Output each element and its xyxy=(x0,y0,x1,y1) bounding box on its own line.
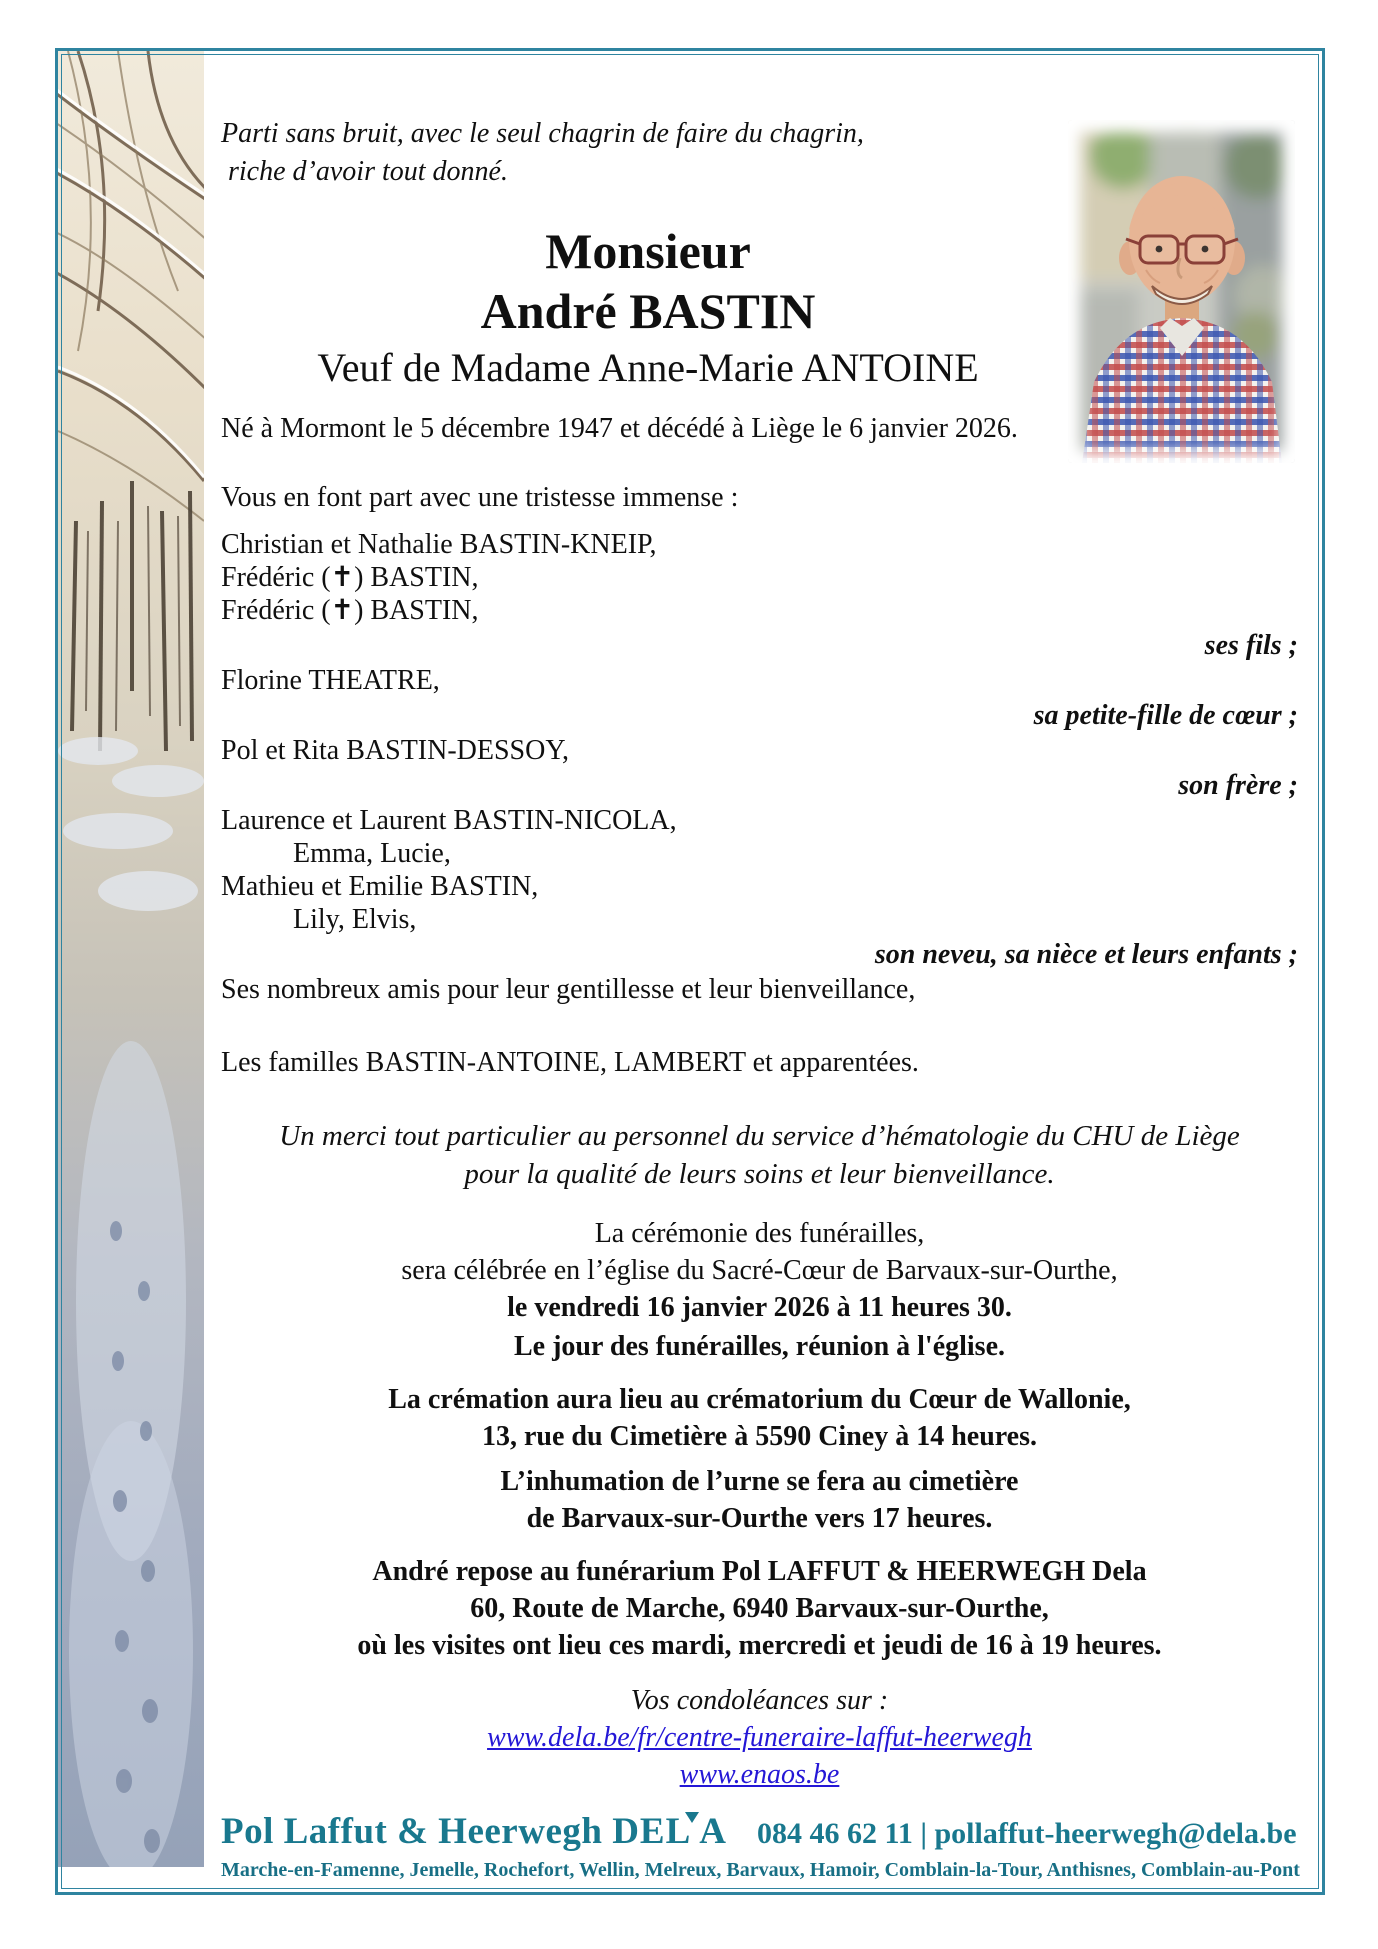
cremation-line-1: La crémation aura lieu au crématorium du Cœur de Wallonie, xyxy=(388,1384,1131,1415)
family-line: Frédéric (✝) BASTIN, xyxy=(221,595,479,626)
deceased-title-block xyxy=(221,221,1075,395)
burial-line-2: de Barvaux-sur-Ourthe vers 17 heures. xyxy=(526,1503,993,1534)
condolences-link-dela[interactable]: www.dela.be/fr/centre-funeraire-laffut-heerwegh xyxy=(487,1722,1032,1753)
friends-line: Ses nombreux amis pour leur gentillesse et leur bienveillance, xyxy=(221,974,916,1005)
ceremony-line-1: La cérémonie des funérailles, xyxy=(594,1218,925,1249)
family-line: Emma, Lucie, xyxy=(293,838,451,869)
thanks-paragraph xyxy=(221,1117,1298,1193)
announcement-intro: Vous en font part avec une tristesse immense : xyxy=(221,482,739,513)
condolences-link-enaos[interactable]: www.enaos.be xyxy=(679,1759,840,1790)
winter-forest-photo xyxy=(58,51,204,1867)
opening-quote xyxy=(221,115,1298,191)
repose-line-3: où les visites ont lieu ces mardi, mercredi et jeudi de 16 à 19 heures. xyxy=(357,1630,1162,1661)
condolences-intro: Vos condoléances sur : xyxy=(630,1685,889,1716)
cremation-line-2: 13, rue du Cimetière à 5590 Ciney à 14 heures. xyxy=(481,1421,1038,1452)
dela-logo xyxy=(612,1811,727,1852)
cremation-paragraph xyxy=(221,1381,1298,1455)
relation-label-brother: son frère ; xyxy=(1178,770,1298,801)
relation-label-granddaughter: sa petite-fille de cœur ; xyxy=(1033,700,1298,731)
brand-text: Pol Laffut & Heerwegh xyxy=(221,1811,603,1852)
family-line: Florine THEATRE, xyxy=(221,665,440,696)
footer-contact: 084 46 62 11 | pollaffut-heerwegh@dela.be xyxy=(757,1817,1297,1850)
condolences-block xyxy=(221,1682,1298,1793)
family-line: Mathieu et Emilie BASTIN, xyxy=(221,871,539,902)
burial-paragraph xyxy=(221,1463,1298,1537)
family-line: Lily, Elvis, xyxy=(293,904,417,935)
dela-logo-right: A xyxy=(699,1811,728,1852)
winter-forest-illustration xyxy=(58,51,204,1867)
funeral-home-name xyxy=(221,1810,727,1853)
family-line: Christian et Nathalie BASTIN-KNEIP, xyxy=(221,529,657,560)
quote-line-2: riche d’avoir tout donné. xyxy=(228,156,508,187)
thanks-line-2: pour la qualité de leurs soins et leur bienveillance. xyxy=(464,1158,1055,1190)
family-line: Frédéric (✝) BASTIN, xyxy=(221,562,479,593)
meeting-line: Le jour des funérailles, réunion à l'église. xyxy=(513,1331,1006,1362)
life-dates: Né à Mormont le 5 décembre 1947 et décédé à Liège le 6 janvier 2026. xyxy=(221,413,1018,444)
repose-paragraph xyxy=(221,1553,1298,1664)
families-line: Les familles BASTIN-ANTOINE, LAMBERT et apparentées. xyxy=(221,1047,919,1078)
relation-label-sons: ses fils ; xyxy=(1204,630,1298,661)
ceremony-line-2: sera célébrée en l’église du Sacré-Cœur de Barvaux-sur-Ourthe, xyxy=(401,1255,1118,1286)
repose-line-2: 60, Route de Marche, 6940 Barvaux-sur-Ourthe, xyxy=(470,1593,1049,1624)
title-monsieur: Monsieur xyxy=(545,223,751,279)
family-line: Laurence et Laurent BASTIN-NICOLA, xyxy=(221,805,677,836)
widower-subtitle: Veuf de Madame Anne-Marie ANTOINE xyxy=(317,345,979,390)
obituary-content xyxy=(205,51,1318,1793)
repose-line-1: André repose au funérarium Pol LAFFUT & HEERWEGH Dela xyxy=(372,1556,1147,1587)
funeral-home-footer xyxy=(221,1810,1312,1882)
dela-logo-flag-icon xyxy=(685,1812,699,1823)
footer-locations: Marche-en-Famenne, Jemelle, Rochefort, Wellin, Melreux, Barvaux, Hamoir, Comblain-la-Tour, Anthisnes, Comblain-au-Pont xyxy=(221,1859,1300,1881)
thanks-line-1: Un merci tout particulier au personnel du service d’hématologie du CHU de Liège xyxy=(279,1120,1240,1152)
family-line: Pol et Rita BASTIN-DESSOY, xyxy=(221,735,569,766)
page-border-frame xyxy=(55,48,1325,1895)
deceased-name: André BASTIN xyxy=(480,283,816,339)
burial-line-1: L’inhumation de l’urne se fera au cimetière xyxy=(500,1466,1019,1497)
quote-line-1: Parti sans bruit, avec le seul chagrin de faire du chagrin, xyxy=(221,118,864,149)
dela-logo-left: DEL xyxy=(612,1811,692,1852)
ceremony-paragraph xyxy=(221,1215,1298,1326)
footer-brand-row xyxy=(221,1810,1312,1853)
relation-label-nephew-niece: son neveu, sa nièce et leurs enfants ; xyxy=(874,939,1298,970)
ceremony-date-line: le vendredi 16 janvier 2026 à 11 heures 30. xyxy=(507,1292,1012,1323)
family-list xyxy=(221,528,1298,1079)
